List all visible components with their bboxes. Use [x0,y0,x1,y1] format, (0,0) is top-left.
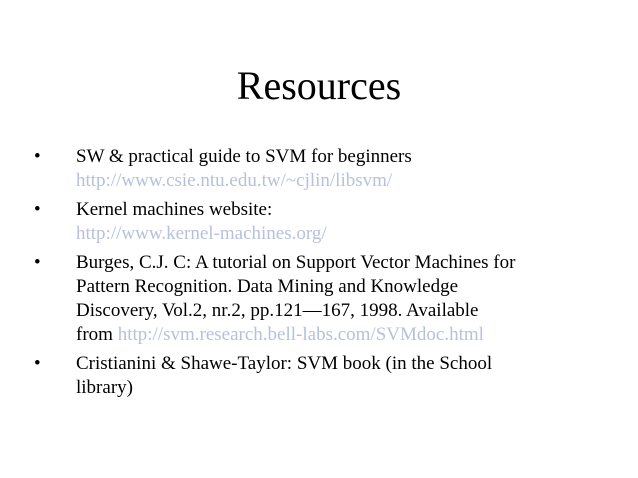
item-text-line: Pattern Recognition. Data Mining and Knowledge [76,276,459,297]
item-text-line: Burges, C.J. C: A tutorial on Support Vector Machines for [76,252,516,273]
list-item [34,251,594,347]
item-text: SW & practical guide to SVM for beginners [76,146,412,167]
list-item [34,145,594,193]
bullet-icon: • [34,353,41,374]
item-text-line: Cristianini & Shawe-Taylor: SVM book (in the School [76,353,493,374]
item-text-from: from [76,324,113,345]
kernel-machines-link[interactable]: http://www.kernel-machines.org/ [76,223,327,244]
bullet-icon: • [34,146,41,167]
item-text-line: Discovery, Vol.2, nr.2, pp.121—167, 1998. Available [76,300,479,321]
slide-title: Resources [236,63,402,108]
svmdoc-link[interactable]: http://svm.research.bell-labs.com/SVMdoc.html [117,324,484,345]
bullet-icon: • [34,199,41,220]
list-item [34,198,594,246]
resource-list [34,145,594,405]
item-text-line: library) [76,377,133,398]
bullet-icon: • [34,252,41,273]
item-text: Kernel machines website: [76,199,273,220]
libsvm-link[interactable]: http://www.csie.ntu.edu.tw/~cjlin/libsvm/ [76,170,393,191]
list-item [34,352,594,400]
